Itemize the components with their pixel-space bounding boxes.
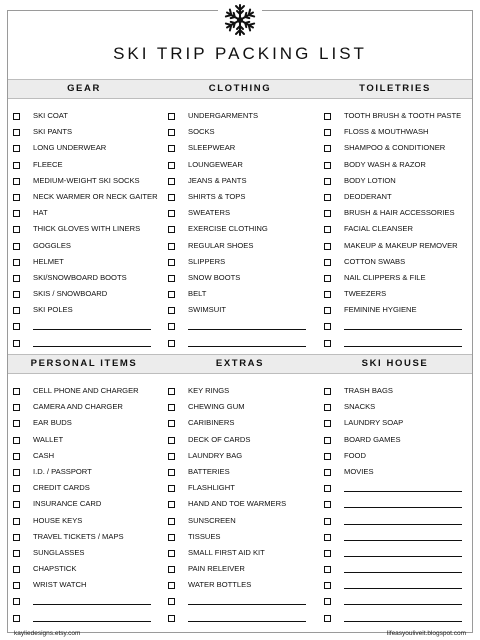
checkbox[interactable] [13, 162, 20, 169]
checkbox[interactable] [168, 243, 175, 250]
checkbox[interactable] [168, 404, 175, 411]
checklist-item-label: PAIN RELEIVER [188, 564, 245, 574]
checklist-item-label: LONG UNDERWEAR [33, 143, 107, 153]
checklist-item-label: SMALL FIRST AID KIT [188, 547, 265, 557]
checklist-item-label: LAUNDRY BAG [188, 450, 243, 460]
checklist-item [168, 173, 316, 189]
checklist-item [324, 335, 472, 351]
checklist-item-label: SHAMPOO & CONDITIONER [344, 143, 446, 153]
checkbox[interactable] [168, 453, 175, 460]
checklist-item [168, 561, 316, 577]
checklist-item-label: BODY WASH & RAZOR [344, 159, 426, 169]
checklist-item-label: COTTON SWABS [344, 256, 406, 266]
checklist-item [168, 140, 316, 156]
checkbox[interactable] [168, 420, 175, 427]
checklist-item [168, 513, 316, 529]
checklist-item [13, 140, 161, 156]
checklist-item [324, 593, 472, 609]
checkbox[interactable] [13, 404, 20, 411]
checklist-item-label: EXERCISE CLOTHING [188, 224, 268, 234]
section-header: SKI HOUSE [361, 358, 429, 369]
checklist-item-label: FLEECE [33, 159, 63, 169]
checkbox[interactable] [168, 145, 175, 152]
checkbox[interactable] [13, 113, 20, 120]
checkbox[interactable] [168, 307, 175, 314]
checklist-item [13, 593, 161, 609]
checkbox[interactable] [324, 129, 331, 136]
checkbox[interactable] [324, 615, 331, 622]
checkbox[interactable] [168, 518, 175, 525]
checkbox[interactable] [13, 485, 20, 492]
checkbox[interactable] [324, 113, 331, 120]
checklist-item [324, 221, 472, 237]
checkbox[interactable] [324, 550, 331, 557]
section-header: PERSONAL ITEMS [30, 358, 138, 369]
blank-write-in-line [188, 621, 306, 622]
checkbox[interactable] [168, 469, 175, 476]
checklist-item [324, 545, 472, 561]
checkbox[interactable] [13, 323, 20, 330]
checklist-item-label: BOARD GAMES [344, 434, 401, 444]
checklist-item [13, 383, 161, 399]
checklist-item-label: MEDIUM-WEIGHT SKI SOCKS [33, 175, 140, 185]
checklist-item-label: UNDERGARMENTS [188, 111, 259, 120]
checklist-item-label: SKI COAT [33, 111, 68, 120]
checklist-item-label: LAUNDRY SOAP [344, 418, 404, 428]
checkbox[interactable] [13, 259, 20, 266]
blank-write-in-line [33, 329, 151, 330]
checklist-item-label: DECK OF CARDS [188, 434, 251, 444]
checkbox[interactable] [324, 178, 331, 185]
checklist-item-label: FLOSS & MOUTHWASH [344, 127, 429, 137]
checkbox[interactable] [324, 226, 331, 233]
checklist-item [13, 513, 161, 529]
checklist-item-label: CHEWING GUM [188, 402, 245, 412]
checklist-item [168, 383, 316, 399]
checklist-item [13, 318, 161, 334]
checklist-item-label: MAKEUP & MAKEUP REMOVER [344, 240, 458, 250]
checklist-item-label: SLEEPWEAR [188, 143, 236, 153]
checklist-item [168, 221, 316, 237]
checkbox[interactable] [13, 615, 20, 622]
blank-write-in-line [344, 491, 462, 492]
checkbox[interactable] [324, 420, 331, 427]
checkbox[interactable] [324, 388, 331, 395]
checklist-item-label: TWEEZERS [344, 289, 387, 299]
checklist-item [324, 432, 472, 448]
checkbox[interactable] [324, 437, 331, 444]
section-header: GEAR [67, 83, 101, 94]
checklist-item-label: NAIL CLIPPERS & FILE [344, 272, 426, 282]
checklist-item [324, 529, 472, 545]
checkbox[interactable] [168, 259, 175, 266]
checklist-item [13, 577, 161, 593]
checkbox[interactable] [168, 566, 175, 573]
checklist-item-label: SNOW BOOTS [188, 272, 241, 282]
checklist-item [324, 577, 472, 593]
checklist-item-label: BODY LOTION [344, 175, 396, 185]
checkbox[interactable] [324, 145, 331, 152]
checklist-item-label: CARIBINERS [188, 418, 235, 428]
checkbox[interactable] [13, 566, 20, 573]
checkbox[interactable] [168, 194, 175, 201]
checklist-item [324, 140, 472, 156]
checkbox[interactable] [13, 518, 20, 525]
checklist-item-label: TOOTH BRUSH & TOOTH PASTE [344, 111, 462, 120]
checklist-item-label: FEMININE HYGIENE [344, 305, 417, 315]
section-header: CLOTHING [208, 83, 272, 94]
footer-left-credit: kayliedesigns.etsy.com [14, 630, 81, 637]
checkbox[interactable] [13, 275, 20, 282]
checkbox[interactable] [324, 534, 331, 541]
checklist-item [168, 432, 316, 448]
checkbox[interactable] [324, 194, 331, 201]
blank-write-in-line [188, 604, 306, 605]
checklist-item-label: SWIMSUIT [188, 305, 226, 315]
checklist-item [168, 593, 316, 609]
checkbox[interactable] [168, 291, 175, 298]
checklist-item [324, 108, 472, 124]
checkbox[interactable] [324, 243, 331, 250]
checkbox[interactable] [324, 210, 331, 217]
checklist-item-label: WALLET [33, 434, 64, 444]
checklist-item [324, 610, 472, 626]
checkbox[interactable] [168, 323, 175, 330]
blank-write-in-line [33, 346, 151, 347]
checklist-item [13, 286, 161, 302]
checkbox[interactable] [13, 437, 20, 444]
checklist-item [168, 496, 316, 512]
checklist-item [13, 205, 161, 221]
checkbox[interactable] [168, 129, 175, 136]
checklist-item-label: TRASH BAGS [344, 386, 393, 395]
checklist-item [168, 238, 316, 254]
checkbox[interactable] [168, 501, 175, 508]
blank-write-in-line [344, 524, 462, 525]
checklist-item [324, 173, 472, 189]
checklist-item [324, 464, 472, 480]
checkbox[interactable] [168, 162, 175, 169]
checklist-item [324, 238, 472, 254]
blank-write-in-line [344, 572, 462, 573]
checklist-item-label: FOOD [344, 450, 366, 460]
checklist-item-label: SWEATERS [188, 208, 231, 218]
checklist-item [324, 561, 472, 577]
blank-write-in-line [344, 621, 462, 622]
checklist-item-label: JEANS & PANTS [188, 175, 247, 185]
checkbox[interactable] [168, 340, 175, 347]
checkbox[interactable] [324, 275, 331, 282]
checkbox[interactable] [168, 485, 175, 492]
checklist-item [168, 302, 316, 318]
blank-write-in-line [344, 588, 462, 589]
checklist-item-label: SUNSCREEN [188, 515, 236, 525]
checkbox[interactable] [13, 210, 20, 217]
checklist-item-label: WRIST WATCH [33, 580, 87, 590]
checkbox[interactable] [324, 566, 331, 573]
checklist-item-label: BATTERIES [188, 466, 230, 476]
checklist-item [13, 221, 161, 237]
checkbox[interactable] [168, 615, 175, 622]
checklist-item [13, 335, 161, 351]
checkbox[interactable] [324, 307, 331, 314]
blank-write-in-line [188, 346, 306, 347]
checklist-item-label: BELT [188, 289, 207, 299]
checkbox[interactable] [13, 178, 20, 185]
checklist-item [13, 108, 161, 124]
checklist-item [324, 513, 472, 529]
checklist-item [324, 480, 472, 496]
checklist-item [324, 124, 472, 140]
checklist-item [168, 610, 316, 626]
checklist-item-label: CASH [33, 450, 55, 460]
checklist-item-label: DEODERANT [344, 191, 392, 201]
checklist-item-label: NECK WARMER OR NECK GAITER [33, 191, 158, 201]
checklist-item-label: EAR BUDS [33, 418, 72, 428]
checklist-item-label: LOUNGEWEAR [188, 159, 243, 169]
checkbox[interactable] [324, 485, 331, 492]
checklist-item [13, 302, 161, 318]
blank-write-in-line [188, 329, 306, 330]
checklist-item [168, 545, 316, 561]
checklist-item [168, 205, 316, 221]
checklist-item [168, 480, 316, 496]
checklist-item [168, 335, 316, 351]
checklist-item [168, 577, 316, 593]
checkbox[interactable] [168, 437, 175, 444]
checkbox[interactable] [324, 340, 331, 347]
checklist-item [13, 254, 161, 270]
checkbox[interactable] [168, 275, 175, 282]
footer-right-credit: lifeasyouliveit.blogspot.com [386, 630, 466, 637]
checkbox[interactable] [324, 453, 331, 460]
section-header: TOILETRIES [359, 83, 431, 94]
checkbox[interactable] [324, 404, 331, 411]
checkbox[interactable] [168, 598, 175, 605]
checklist-item-label: SUNGLASSES [33, 547, 85, 557]
checklist-item [324, 318, 472, 334]
checklist-item [13, 464, 161, 480]
checklist-item [13, 529, 161, 545]
checklist-item-label: MOVIES [344, 466, 374, 476]
checklist-item [324, 448, 472, 464]
checklist-column [13, 383, 161, 626]
checklist-column [13, 108, 161, 351]
checklist-item-label: THICK GLOVES WITH LINERS [33, 224, 141, 234]
checkbox[interactable] [13, 453, 20, 460]
checkbox[interactable] [13, 226, 20, 233]
checklist-item [168, 270, 316, 286]
checkbox[interactable] [324, 582, 331, 589]
checklist-item [13, 561, 161, 577]
checklist-column [168, 108, 316, 351]
checklist-item [324, 270, 472, 286]
checklist-item-label: CELL PHONE AND CHARGER [33, 386, 139, 395]
checklist-item [324, 496, 472, 512]
checklist-item [324, 302, 472, 318]
checkbox[interactable] [168, 582, 175, 589]
checklist-item [13, 173, 161, 189]
checklist-item-label: TISSUES [188, 531, 221, 541]
checklist-item-label: KEY RINGS [188, 386, 230, 395]
checklist-item-label: I.D. / PASSPORT [33, 466, 92, 476]
checkbox[interactable] [13, 145, 20, 152]
checklist-item [168, 399, 316, 415]
checkbox[interactable] [324, 469, 331, 476]
checklist-item [13, 270, 161, 286]
checklist-item-label: SOCKS [188, 127, 215, 137]
section-header: EXTRAS [215, 358, 265, 369]
checkbox[interactable] [13, 534, 20, 541]
checklist-item-label: HAT [33, 208, 48, 218]
checklist-item [168, 189, 316, 205]
checkbox[interactable] [13, 388, 20, 395]
checklist-item [168, 415, 316, 431]
checklist-item-label: WATER BOTTLES [188, 580, 252, 590]
blank-write-in-line [33, 604, 151, 605]
checklist-item-label: INSURANCE CARD [33, 499, 102, 509]
checklist-item-label: SKIS / SNOWBOARD [33, 289, 108, 299]
blank-write-in-line [344, 346, 462, 347]
checklist-column [168, 383, 316, 626]
checklist-item [13, 480, 161, 496]
checklist-item-label: REGULAR SHOES [188, 240, 254, 250]
checkbox[interactable] [13, 129, 20, 136]
checkbox[interactable] [324, 162, 331, 169]
checklist-item-label: BRUSH & HAIR ACCESSORIES [344, 208, 455, 218]
checklist-item [13, 189, 161, 205]
checklist-item [324, 383, 472, 399]
checkbox[interactable] [168, 226, 175, 233]
checklist-item-label: TRAVEL TICKETS / MAPS [33, 531, 124, 541]
checklist-item [168, 529, 316, 545]
checklist-item [13, 610, 161, 626]
checklist-item [324, 157, 472, 173]
checklist-item-label: SKI POLES [33, 305, 73, 315]
checklist-item [13, 238, 161, 254]
checkbox[interactable] [13, 243, 20, 250]
checklist-item [13, 545, 161, 561]
checkbox[interactable] [168, 210, 175, 217]
checkbox[interactable] [168, 113, 175, 120]
checklist-item-label: HOUSE KEYS [33, 515, 83, 525]
checkbox[interactable] [13, 194, 20, 201]
checkbox[interactable] [13, 420, 20, 427]
checklist-item [13, 448, 161, 464]
checklist-column [324, 383, 472, 626]
checklist-item [13, 157, 161, 173]
checklist-item-label: GOGGLES [33, 240, 71, 250]
checkbox[interactable] [168, 550, 175, 557]
checklist-item-label: SNACKS [344, 402, 376, 412]
checkbox[interactable] [168, 388, 175, 395]
blank-write-in-line [344, 604, 462, 605]
checklist-item [13, 432, 161, 448]
checkbox[interactable] [324, 291, 331, 298]
checklist-item-label: SHIRTS & TOPS [188, 191, 246, 201]
checklist-item [324, 415, 472, 431]
checklist-column [324, 108, 472, 351]
checklist-item [168, 448, 316, 464]
checklist-item [13, 415, 161, 431]
checkbox[interactable] [13, 469, 20, 476]
checkbox[interactable] [324, 259, 331, 266]
checkbox[interactable] [168, 178, 175, 185]
page-title: SKI TRIP PACKING LIST [113, 44, 367, 63]
blank-write-in-line [344, 556, 462, 557]
snowflake-icon [218, 0, 262, 40]
checkbox[interactable] [13, 598, 20, 605]
checklist-item [324, 399, 472, 415]
checklist-item-label: CHAPSTICK [33, 564, 77, 574]
blank-write-in-line [344, 329, 462, 330]
checkbox[interactable] [13, 340, 20, 347]
checklist-item [324, 286, 472, 302]
checklist-item [168, 108, 316, 124]
checkbox[interactable] [13, 501, 20, 508]
checklist-item [168, 286, 316, 302]
checklist-item [168, 254, 316, 270]
checklist-item-label: CAMERA AND CHARGER [33, 402, 123, 412]
checkbox[interactable] [324, 501, 331, 508]
checkbox[interactable] [324, 598, 331, 605]
checklist-item [324, 205, 472, 221]
checklist-item-label: HELMET [33, 256, 64, 266]
checklist-item-label: HAND AND TOE WARMERS [188, 499, 287, 509]
checklist-item [168, 157, 316, 173]
checkbox[interactable] [13, 291, 20, 298]
checklist-item-label: SKI PANTS [33, 127, 73, 137]
checkbox[interactable] [324, 323, 331, 330]
checklist-item [324, 254, 472, 270]
checklist-item [168, 464, 316, 480]
checklist-item-label: CREDIT CARDS [33, 483, 90, 493]
checkbox[interactable] [168, 534, 175, 541]
checklist-item-label: SLIPPERS [188, 256, 226, 266]
checklist-item [324, 189, 472, 205]
checkbox[interactable] [324, 518, 331, 525]
checklist-item [13, 124, 161, 140]
checklist-item [13, 496, 161, 512]
checklist-item [168, 124, 316, 140]
checkbox[interactable] [13, 582, 20, 589]
checklist-item-label: FLASHLIGHT [188, 483, 235, 493]
checklist-item-label: FACIAL CLEANSER [344, 224, 413, 234]
checklist-item-label: SKI/SNOWBOARD BOOTS [33, 272, 127, 282]
checkbox[interactable] [13, 307, 20, 314]
checkbox[interactable] [13, 550, 20, 557]
blank-write-in-line [33, 621, 151, 622]
blank-write-in-line [344, 507, 462, 508]
blank-write-in-line [344, 540, 462, 541]
checklist-item [168, 318, 316, 334]
checklist-item [13, 399, 161, 415]
